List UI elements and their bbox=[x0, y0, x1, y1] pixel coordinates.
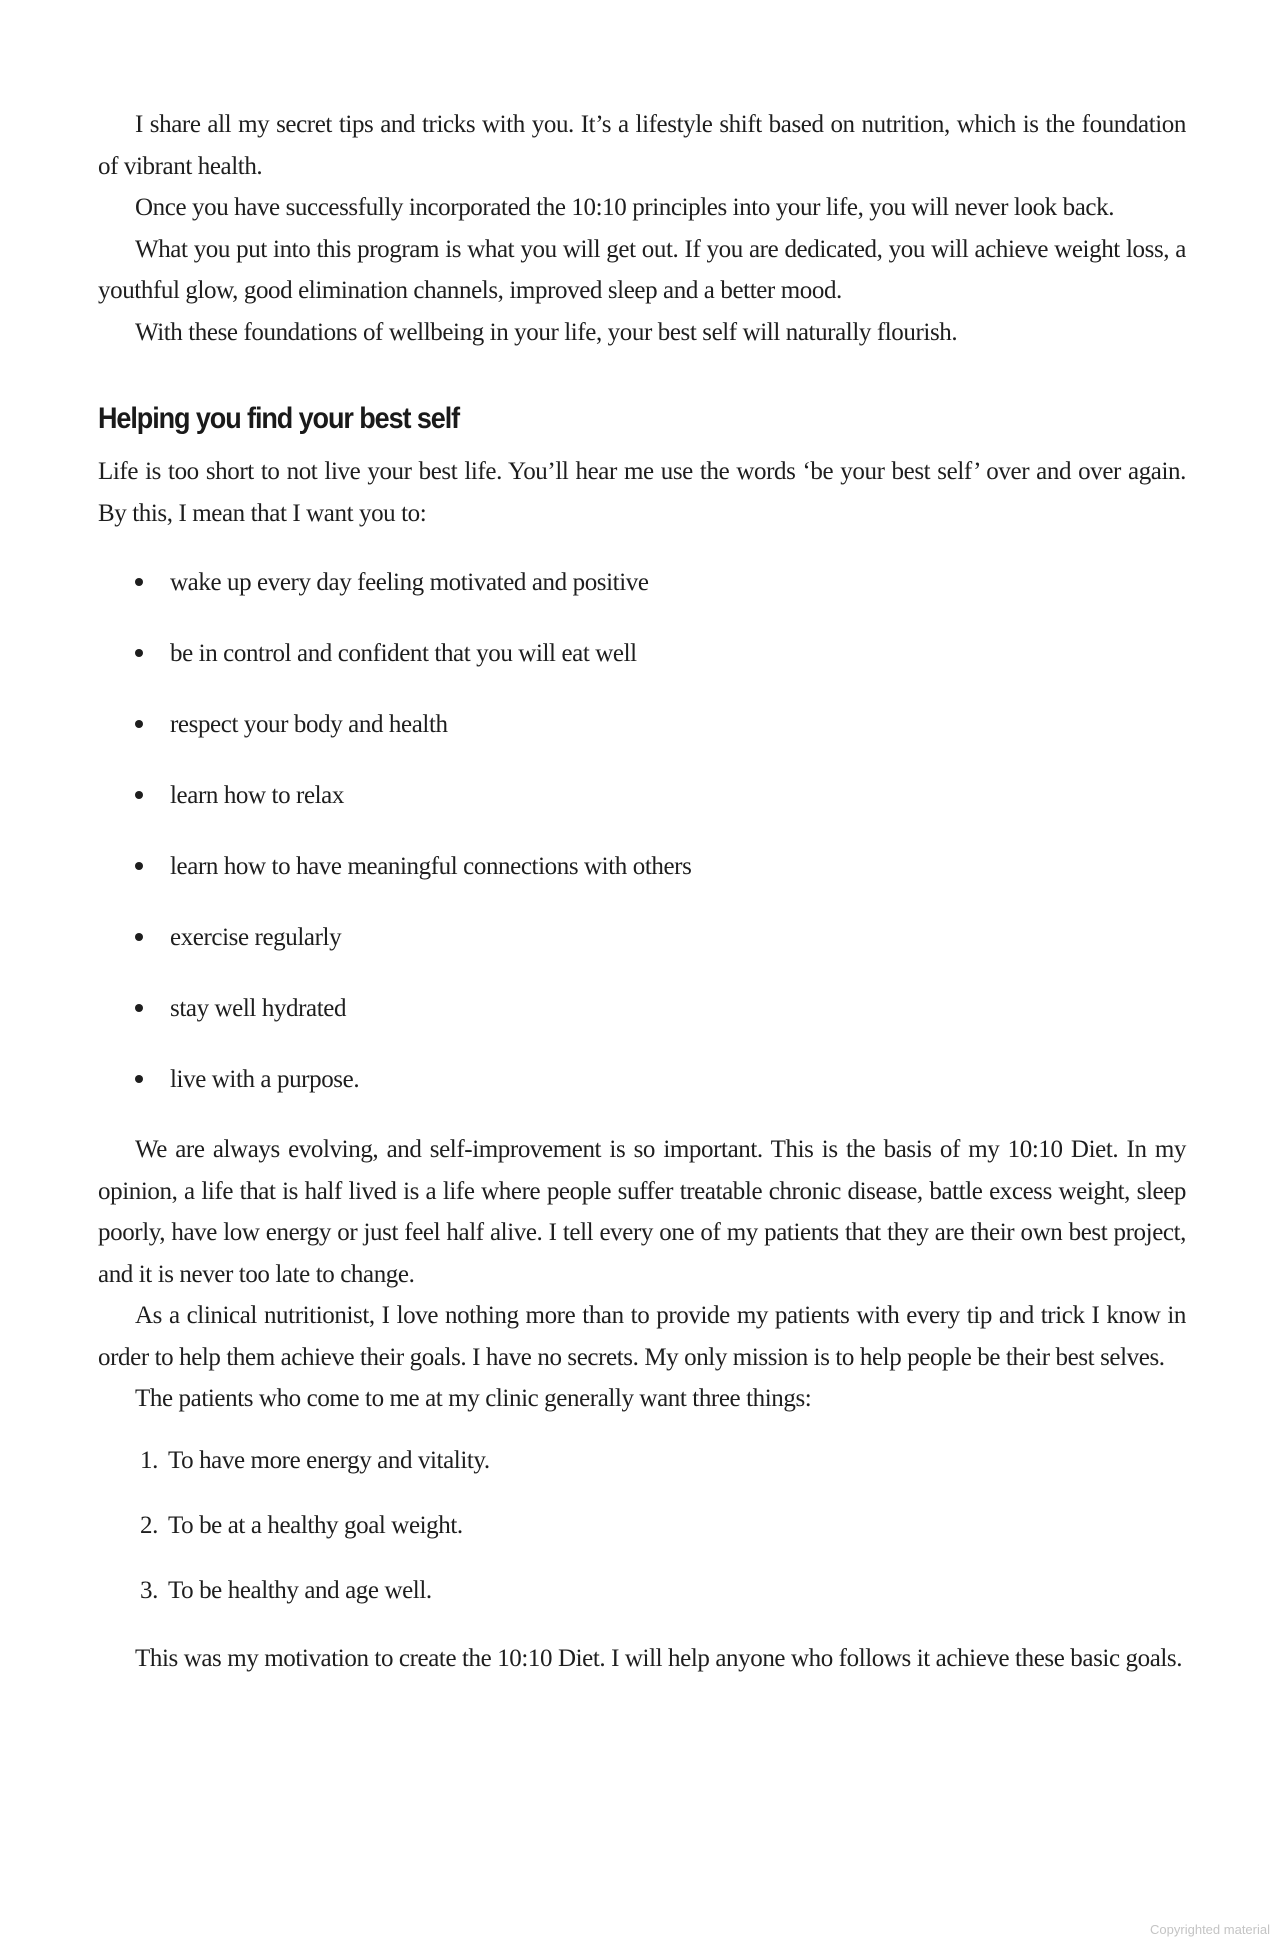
list-item-text: learn how to have meaningful connections with others bbox=[170, 853, 692, 880]
book-page bbox=[98, 104, 1186, 1679]
list-item-text: exercise regularly bbox=[170, 924, 342, 951]
goal-item bbox=[98, 1440, 1186, 1505]
lead-paragraph: Life is too short to not live your best life. You’ll hear me use the words ‘be your best self’ over and over again. By this, I mean that I want you to: bbox=[98, 458, 1186, 527]
goal-item bbox=[98, 1570, 1186, 1618]
best-self-list bbox=[98, 562, 1186, 1107]
bullet-icon bbox=[135, 578, 143, 586]
list-item bbox=[98, 633, 1186, 704]
list-item-text: stay well hydrated bbox=[170, 995, 347, 1022]
list-item-text: wake up every day feeling motivated and positive bbox=[170, 569, 649, 596]
list-item bbox=[98, 704, 1186, 775]
list-item bbox=[98, 775, 1186, 846]
list-item-text: learn how to relax bbox=[170, 782, 344, 809]
bullet-icon bbox=[135, 649, 143, 657]
body-paragraph: As a clinical nutritionist, I love nothing more than to provide my patients with every tip and trick I know in order to help them achieve their goals. I have no secrets. My only mission is to help people be their best selves. bbox=[98, 1302, 1186, 1371]
list-item bbox=[98, 846, 1186, 917]
goal-text: To have more energy and vitality. bbox=[168, 1446, 490, 1474]
list-item bbox=[98, 917, 1186, 988]
bullet-icon bbox=[135, 933, 143, 941]
goals-list bbox=[98, 1440, 1186, 1618]
bullet-icon bbox=[135, 862, 143, 870]
goal-number: 2. bbox=[140, 1511, 158, 1539]
intro-paragraph: Once you have successfully incorporated the 10:10 principles into your life, you will never look back. bbox=[135, 194, 1115, 221]
bullet-icon bbox=[135, 1004, 143, 1012]
body-paragraph: The patients who come to me at my clinic generally want three things: bbox=[135, 1385, 812, 1412]
closing-paragraph: This was my motivation to create the 10:10 Diet. I will help anyone who follows it achieve these basic goals. bbox=[135, 1644, 1183, 1672]
goal-text: To be healthy and age well. bbox=[168, 1576, 432, 1604]
list-item-text: be in control and confident that you will eat well bbox=[170, 640, 637, 667]
bullet-icon bbox=[135, 720, 143, 728]
section-heading: Helping you find your best self bbox=[98, 402, 460, 435]
bullet-icon bbox=[135, 791, 143, 799]
list-item-text: live with a purpose. bbox=[170, 1066, 360, 1093]
goal-item bbox=[98, 1505, 1186, 1570]
list-item bbox=[98, 988, 1186, 1059]
copyright-watermark: Copyrighted material bbox=[1150, 1922, 1270, 1937]
intro-paragraph: With these foundations of wellbeing in your life, your best self will naturally flourish. bbox=[135, 318, 958, 346]
list-item bbox=[98, 562, 1186, 633]
goal-text: To be at a healthy goal weight. bbox=[168, 1511, 463, 1539]
goal-number: 1. bbox=[140, 1446, 158, 1474]
body-paragraph: We are always evolving, and self-improvement is so important. This is the basis of my 10:10 Diet. In my opinion, a life that is half lived is a life where people suffer treatable chronic disease, battle excess weight, sleep poorly, have low energy or just feel half alive. I tell every one of my patients that they are their own best project, and it is never too late to change. bbox=[98, 1136, 1186, 1288]
goal-number: 3. bbox=[140, 1576, 158, 1604]
bullet-icon bbox=[135, 1075, 143, 1083]
list-item bbox=[98, 1059, 1186, 1107]
intro-paragraph: I share all my secret tips and tricks with you. It’s a lifestyle shift based on nutrition, which is the foundation of vibrant health. bbox=[98, 111, 1186, 180]
list-item-text: respect your body and health bbox=[170, 711, 448, 738]
intro-paragraph: What you put into this program is what you will get out. If you are dedicated, you will achieve weight loss, a youthful glow, good elimination channels, improved sleep and a better mood. bbox=[98, 235, 1186, 304]
